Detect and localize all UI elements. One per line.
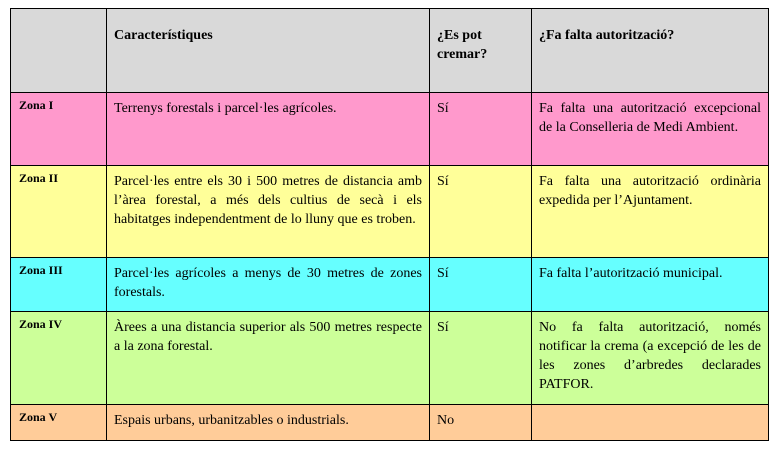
header-can-burn: ¿Es pot cremar? [430, 9, 532, 93]
table-header-row [11, 9, 769, 93]
table-row [11, 258, 769, 312]
zone-authorization: Fa falta una autorització excepcional de la Conselleria de Medi Ambient. [532, 93, 769, 166]
zone-authorization [532, 405, 769, 441]
zone-characteristics: Terrenys forestals i parcel·les agrícoles. [107, 93, 430, 166]
zone-can-burn: Sí [430, 258, 532, 312]
zone-characteristics: Espais urbans, urbanitzables o industrials. [107, 405, 430, 441]
zone-characteristics: Àrees a una distancia superior als 500 metres respecte a la zona forestal. [107, 312, 430, 405]
zone-characteristics: Parcel·les entre els 30 i 500 metres de distancia amb l’àrea forestal, a més dels cultius de secà i els habitatges independentment de lo lluny que es troben. [107, 166, 430, 258]
zone-authorization: Fa falta l’autorització municipal. [532, 258, 769, 312]
burn-zones-table [10, 8, 769, 441]
zone-authorization: Fa falta una autorització ordinària expedida per l’Ajuntament. [532, 166, 769, 258]
zone-can-burn: Sí [430, 93, 532, 166]
zone-label: Zona III [11, 258, 107, 312]
zone-can-burn: Sí [430, 166, 532, 258]
zone-authorization: No fa falta autorització, només notificar la crema (a excepció de les de les zones d’arbredes declarades PATFOR. [532, 312, 769, 405]
zone-label: Zona II [11, 166, 107, 258]
zone-label: Zona V [11, 405, 107, 441]
header-characteristics: Característiques [107, 9, 430, 93]
header-blank-cell [11, 9, 107, 93]
table-row [11, 312, 769, 405]
table-row [11, 166, 769, 258]
zone-can-burn: No [430, 405, 532, 441]
header-authorization: ¿Fa falta autorització? [532, 9, 769, 93]
table-row [11, 93, 769, 166]
table-row [11, 405, 769, 441]
zone-can-burn: Sí [430, 312, 532, 405]
zone-label: Zona IV [11, 312, 107, 405]
zone-label: Zona I [11, 93, 107, 166]
zone-characteristics: Parcel·les agrícoles a menys de 30 metres de zones forestals. [107, 258, 430, 312]
